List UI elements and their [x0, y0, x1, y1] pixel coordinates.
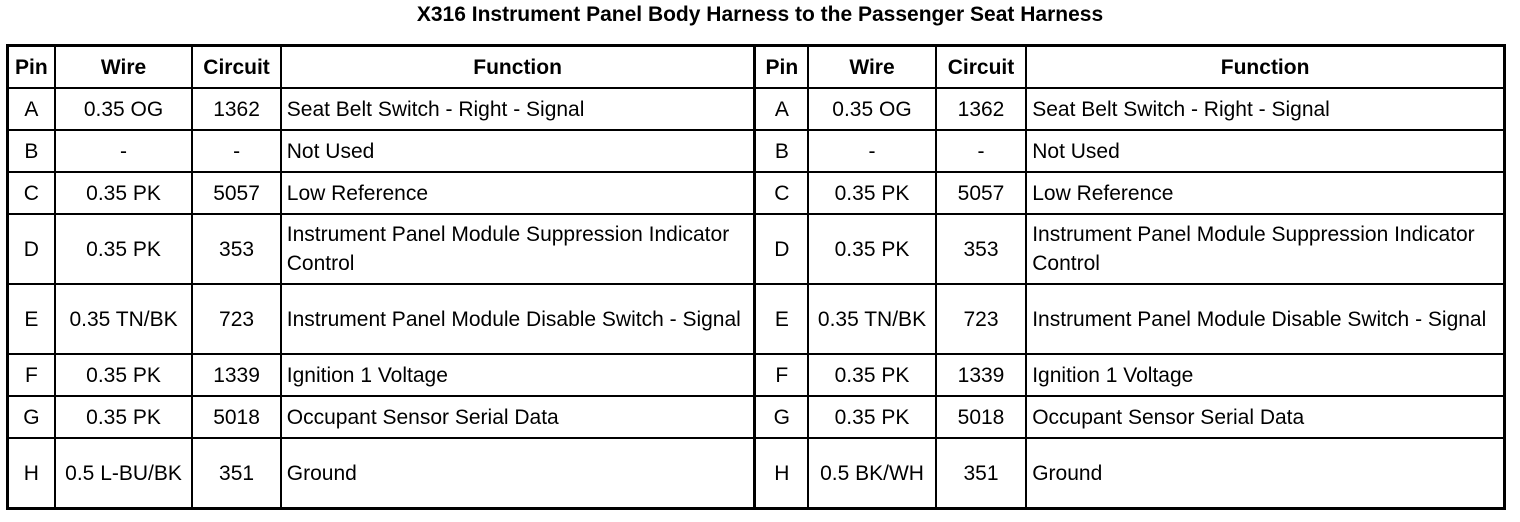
circuit-cell: - [936, 130, 1026, 172]
pin-cell: H [8, 438, 55, 509]
function-cell: Low Reference [281, 172, 755, 214]
table-header-row [8, 46, 1505, 89]
pin-cell: H [755, 438, 808, 509]
header-wire-right: Wire [808, 46, 936, 89]
wire-cell: 0.35 PK [55, 172, 193, 214]
wire-cell: 0.35 PK [55, 354, 193, 396]
wire-cell: 0.35 PK [55, 396, 193, 438]
header-pin-right: Pin [755, 46, 808, 89]
wire-cell: 0.35 TN/BK [808, 284, 936, 354]
function-cell: Not Used [281, 130, 755, 172]
circuit-cell: 351 [936, 438, 1026, 509]
page-title: X316 Instrument Panel Body Harness to the Passenger Seat Harness [416, 3, 1104, 26]
function-cell: Ignition 1 Voltage [281, 354, 755, 396]
wire-cell: 0.35 PK [808, 354, 936, 396]
pin-cell: A [8, 88, 55, 130]
circuit-cell: 5018 [936, 396, 1026, 438]
wire-cell: - [55, 130, 193, 172]
circuit-cell: 1339 [192, 354, 280, 396]
table-row [8, 354, 1505, 396]
wire-cell: 0.35 PK [808, 214, 936, 284]
wire-cell: 0.35 PK [808, 396, 936, 438]
pin-cell: A [755, 88, 808, 130]
table-row [8, 284, 1505, 354]
circuit-cell: 351 [192, 438, 280, 509]
circuit-cell: 723 [192, 284, 280, 354]
function-cell: Instrument Panel Module Disable Switch - Signal [1026, 284, 1504, 354]
circuit-cell: 5057 [192, 172, 280, 214]
function-cell: Occupant Sensor Serial Data [1026, 396, 1504, 438]
wire-cell: 0.35 PK [808, 172, 936, 214]
pin-cell: D [755, 214, 808, 284]
pin-cell: C [755, 172, 808, 214]
circuit-cell: 5057 [936, 172, 1026, 214]
pin-cell: D [8, 214, 55, 284]
function-cell: Seat Belt Switch - Right - Signal [1026, 88, 1504, 130]
circuit-cell: 723 [936, 284, 1026, 354]
table-row [8, 438, 1505, 509]
function-cell: Ground [281, 438, 755, 509]
pin-cell: F [8, 354, 55, 396]
circuit-cell: 5018 [192, 396, 280, 438]
header-circuit-right: Circuit [936, 46, 1026, 89]
wire-cell: 0.35 OG [55, 88, 193, 130]
pin-cell: B [755, 130, 808, 172]
pin-cell: G [8, 396, 55, 438]
wire-cell: 0.35 OG [808, 88, 936, 130]
wire-cell: 0.35 PK [55, 214, 193, 284]
table-row [8, 130, 1505, 172]
circuit-cell: - [192, 130, 280, 172]
table-row [8, 214, 1505, 284]
table-row [8, 396, 1505, 438]
function-cell: Instrument Panel Module Disable Switch - Signal [281, 284, 755, 354]
header-pin-left: Pin [8, 46, 55, 89]
wire-cell: - [808, 130, 936, 172]
header-circuit-left: Circuit [192, 46, 280, 89]
function-cell: Not Used [1026, 130, 1504, 172]
header-wire-left: Wire [55, 46, 193, 89]
circuit-cell: 353 [936, 214, 1026, 284]
wire-cell: 0.5 L-BU/BK [55, 438, 193, 509]
pin-cell: F [755, 354, 808, 396]
function-cell: Occupant Sensor Serial Data [281, 396, 755, 438]
function-cell: Instrument Panel Module Suppression Indicator Control [281, 214, 755, 284]
table-row [8, 172, 1505, 214]
function-cell: Low Reference [1026, 172, 1504, 214]
function-cell: Instrument Panel Module Suppression Indicator Control [1026, 214, 1504, 284]
table-row [8, 88, 1505, 130]
wire-cell: 0.35 TN/BK [55, 284, 193, 354]
circuit-cell: 1362 [192, 88, 280, 130]
header-function-left: Function [281, 46, 755, 89]
header-function-right: Function [1026, 46, 1504, 89]
circuit-cell: 1362 [936, 88, 1026, 130]
function-cell: Ignition 1 Voltage [1026, 354, 1504, 396]
circuit-cell: 353 [192, 214, 280, 284]
pin-cell: E [8, 284, 55, 354]
connector-pinout-table [6, 44, 1506, 510]
pin-cell: E [755, 284, 808, 354]
wire-cell: 0.5 BK/WH [808, 438, 936, 509]
pin-cell: C [8, 172, 55, 214]
pin-cell: G [755, 396, 808, 438]
pin-cell: B [8, 130, 55, 172]
function-cell: Seat Belt Switch - Right - Signal [281, 88, 755, 130]
function-cell: Ground [1026, 438, 1504, 509]
circuit-cell: 1339 [936, 354, 1026, 396]
